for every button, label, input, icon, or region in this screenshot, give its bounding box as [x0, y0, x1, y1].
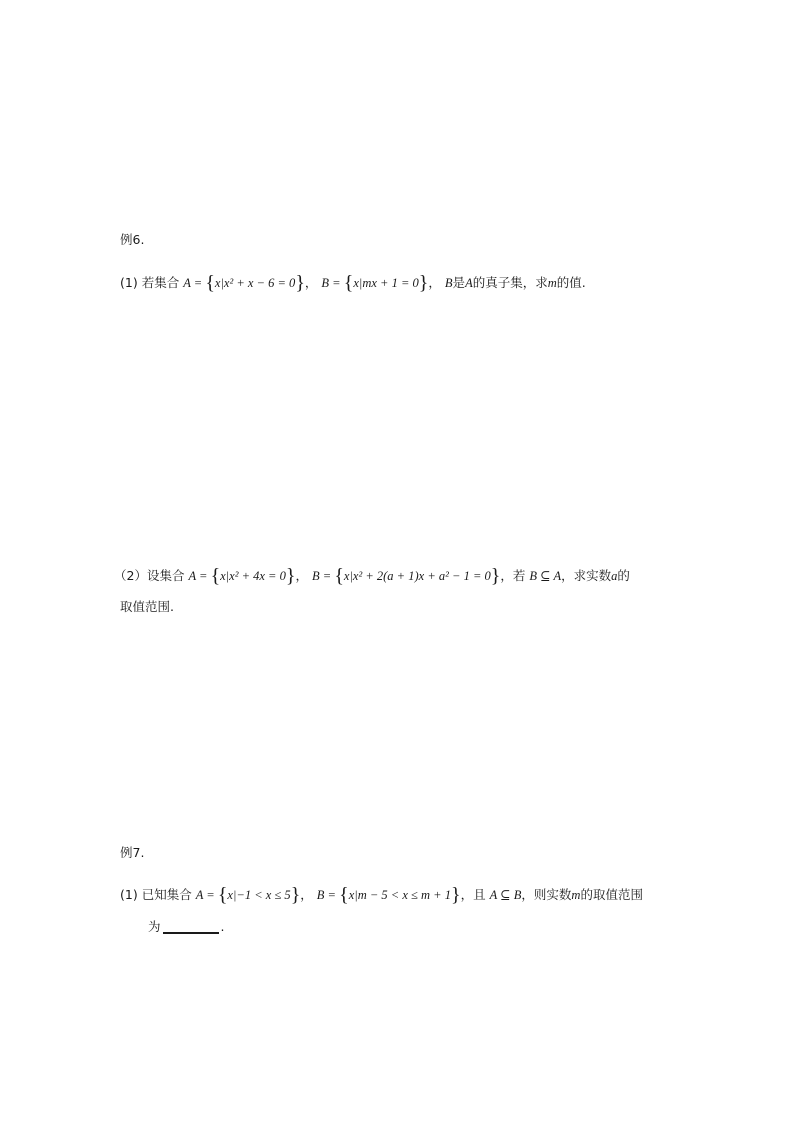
text: 为 [148, 919, 161, 934]
variable-a: A [465, 276, 473, 290]
right-brace: } [295, 272, 305, 294]
answer-blank [163, 932, 219, 934]
set-a-expression: x|x² + 4x = 0 [220, 569, 286, 583]
part-number: (1) [120, 275, 138, 290]
left-brace: { [210, 565, 221, 587]
left-brace: { [205, 272, 215, 294]
text: 若集合 [141, 275, 180, 290]
right-brace: } [418, 272, 429, 294]
text: ，则实数 [521, 887, 572, 902]
example-6-part-2 [114, 566, 630, 586]
part-number: （2） [114, 568, 147, 583]
example-6-title: 例6. [120, 232, 145, 247]
right-brace: } [451, 884, 461, 906]
set-a-expression: x|−1 < x ≤ 5 [227, 888, 291, 902]
left-brace: { [339, 884, 349, 906]
set-b-label: B = [316, 888, 340, 902]
right-brace: } [290, 884, 301, 906]
example-6-part-1 [120, 273, 586, 293]
example-6-part-2-continued: 取值范围. [120, 599, 174, 614]
text: ，求实数 [561, 568, 612, 583]
right-brace: } [490, 565, 501, 587]
set-a-label: A = [188, 569, 211, 583]
text: 设集合 [146, 568, 185, 583]
variable-m: m [547, 276, 557, 290]
part-number: (1) [120, 887, 138, 902]
set-a-label: A = [195, 888, 218, 902]
separator: ， [300, 887, 313, 902]
set-a-expression: x|x² + x − 6 = 0 [214, 276, 296, 290]
set-a-label: A = [183, 276, 206, 290]
text: 的取值范围 [580, 887, 643, 902]
left-brace: { [217, 884, 228, 906]
left-brace: { [343, 272, 354, 294]
set-b-label: B = [311, 569, 335, 583]
variable-a: a [611, 569, 618, 583]
set-b-expression: x|m − 5 < x ≤ m + 1 [348, 888, 451, 902]
set-b-expression: x|x² + 2(a + 1)x + a² − 1 = 0 [343, 569, 491, 583]
separator: ， [304, 275, 318, 290]
example-7-title: 例7. [120, 845, 145, 860]
set-b-expression: x|mx + 1 = 0 [353, 276, 419, 290]
variable-b: B [444, 276, 453, 290]
set-b-label: B = [321, 276, 344, 290]
subset-condition: A ⊆ B [489, 888, 522, 902]
text: 已知集合 [141, 887, 192, 902]
text: 的 [617, 568, 630, 583]
subset-condition: B ⊆ A [529, 569, 562, 583]
separator: ，若 [500, 568, 526, 583]
right-brace: } [285, 565, 296, 587]
separator: ， [295, 568, 308, 583]
variable-m: m [571, 888, 581, 902]
separator: ， [428, 275, 441, 290]
left-brace: { [334, 565, 344, 587]
separator: ，且 [460, 887, 486, 902]
example-7-part-1-continued [148, 917, 225, 937]
text: . [220, 919, 225, 934]
text: 的真子集，求 [472, 275, 548, 290]
text: 的值. [556, 275, 586, 290]
text: 是 [452, 275, 466, 290]
example-7-part-1 [120, 885, 643, 905]
